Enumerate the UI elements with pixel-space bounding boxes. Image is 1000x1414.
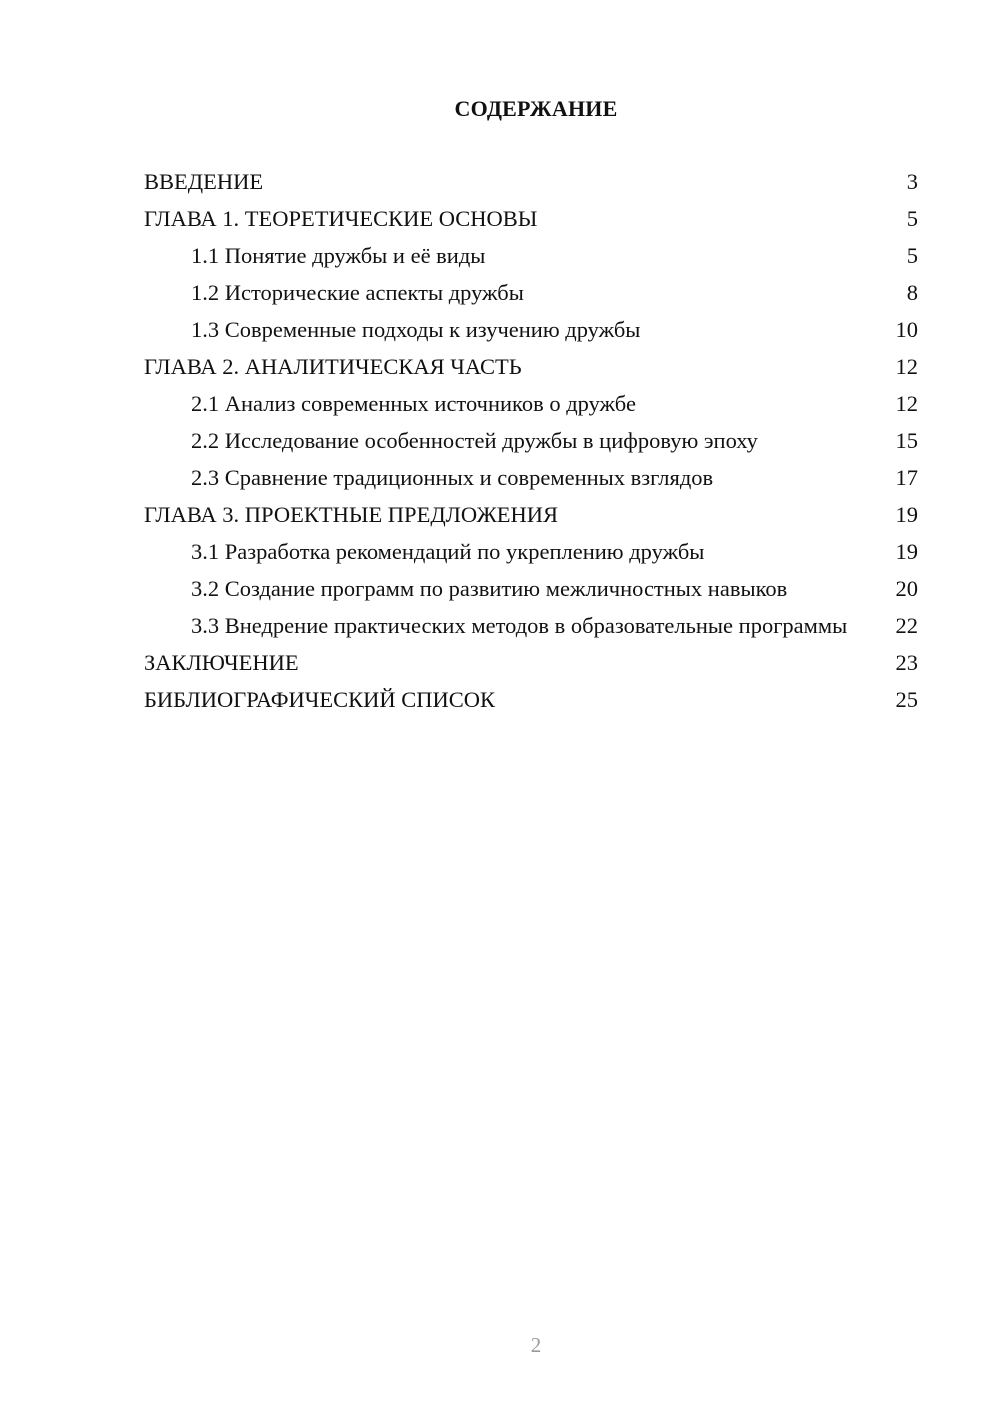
toc-entry-page: 19: [895, 539, 918, 564]
toc-entry-section-2-1: [144, 390, 918, 417]
toc-entry-label: 2.1 Анализ современных источников о дружбе: [191, 391, 636, 416]
toc-entry-section-1-3: [144, 316, 918, 343]
toc-entry-bibliography: [144, 686, 918, 713]
toc-entry-page: 17: [895, 465, 918, 490]
toc-entry-page: 23: [895, 650, 918, 675]
toc-entry-page: 5: [906, 206, 918, 231]
page-title: СОДЕРЖАНИЕ: [454, 96, 618, 121]
toc-entry-label: БИБЛИОГРАФИЧЕСКИЙ СПИСОК: [144, 687, 496, 712]
toc-entry-section-1-2: [144, 279, 918, 306]
toc-entry-page: 22: [895, 613, 918, 638]
toc-entry-label: 1.3 Современные подходы к изучению дружбы: [191, 317, 641, 342]
page-number: 2: [530, 1333, 542, 1357]
toc-entry-page: 19: [895, 502, 918, 527]
toc-entry-section-2-2: [144, 427, 918, 454]
toc-entry-page: 5: [906, 243, 918, 268]
toc-entry-label: 2.2 Исследование особенностей дружбы в цифровую эпоху: [191, 428, 758, 453]
toc-entry-section-3-1: [144, 538, 918, 565]
toc-entry-section-2-3: [144, 464, 918, 491]
toc-entry-label: 3.2 Создание программ по развитию межличностных навыков: [191, 576, 788, 601]
toc-entry-label: ЗАКЛЮЧЕНИЕ: [144, 650, 299, 675]
toc-entry-page: 10: [895, 317, 918, 342]
toc-entry-label: 3.3 Внедрение практических методов в образовательные программы: [191, 613, 848, 638]
toc-entry-label: 3.1 Разработка рекомендаций по укреплению дружбы: [191, 539, 705, 564]
toc-entry-label: 1.2 Исторические аспекты дружбы: [191, 280, 524, 305]
toc-entry-section-3-3: [144, 612, 918, 639]
toc-entry-page: 25: [895, 687, 918, 712]
toc-entry-label: ГЛАВА 2. АНАЛИТИЧЕСКАЯ ЧАСТЬ: [144, 354, 522, 379]
toc-entry-label: ВВЕДЕНИЕ: [144, 169, 264, 194]
toc-entry-chapter-2: [144, 353, 918, 380]
toc-entry-section-1-1: [144, 242, 918, 269]
table-of-contents: [144, 168, 918, 723]
toc-entry-page: 8: [906, 280, 918, 305]
toc-entry-label: 2.3 Сравнение традиционных и современных взглядов: [191, 465, 714, 490]
toc-entry-label: ГЛАВА 3. ПРОЕКТНЫЕ ПРЕДЛОЖЕНИЯ: [144, 502, 559, 527]
toc-entry-label: ГЛАВА 1. ТЕОРЕТИЧЕСКИЕ ОСНОВЫ: [144, 206, 538, 231]
toc-entry-chapter-3: [144, 501, 918, 528]
toc-entry-chapter-1: [144, 205, 918, 232]
toc-entry-page: 12: [895, 354, 918, 379]
toc-entry-section-3-2: [144, 575, 918, 602]
toc-entry-page: 12: [895, 391, 918, 416]
toc-entry-page: 15: [895, 428, 918, 453]
toc-entry-conclusion: [144, 649, 918, 676]
toc-entry-page: 3: [906, 169, 918, 194]
toc-entry-introduction: [144, 168, 918, 195]
toc-entry-page: 20: [895, 576, 918, 601]
toc-entry-label: 1.1 Понятие дружбы и её виды: [191, 243, 486, 268]
